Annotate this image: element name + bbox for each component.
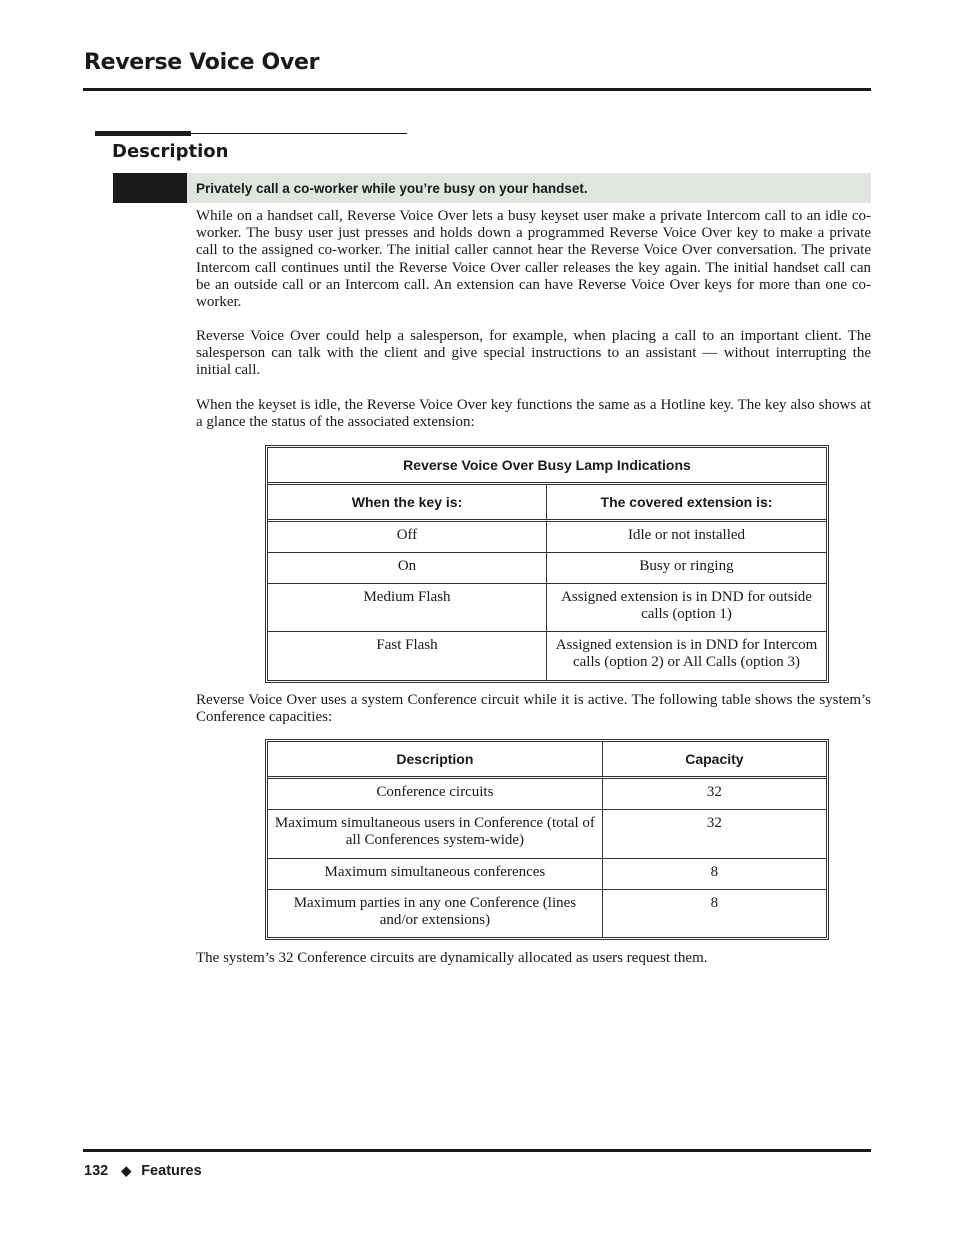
conference-capacity-table <box>265 739 829 940</box>
diamond-icon: ◆ <box>121 1163 132 1178</box>
paragraph-example: Reverse Voice Over could help a salesperson, for example, when placing a call to an important client. The salesperson can talk with the client and give special instructions to an assistant — without interrupting the initial call. <box>196 328 871 379</box>
table-title-row <box>268 448 826 485</box>
section-rule-thin <box>191 133 407 134</box>
cell-extension-status: Assigned extension is in DND for Intercom calls (option 2) or All Calls (option 3) <box>555 637 818 670</box>
cell-capacity: 32 <box>603 779 826 810</box>
section-heading: Description <box>112 141 229 162</box>
paragraph-allocation: The system’s 32 Conference circuits are dynamically allocated as users request them. <box>196 950 708 966</box>
table-row <box>268 810 826 859</box>
paragraph-intro: While on a handset call, Reverse Voice Over lets a busy keyset user make a private Intercom call to an idle co-worker. The busy user just presses and holds down a programmed Reverse Voice Over key to make a private call to the assigned co-worker. The initial caller cannot hear the Reverse Voice Over conversation. The private Intercom call continues until the Reverse Voice Over caller releases the key again. The initial handset call can be an outside call or an Intercom call. An extension can have Reverse Voice Over keys for more than one co-worker. <box>196 208 871 311</box>
table-header-row <box>268 485 826 522</box>
section-rule-thick <box>95 131 191 136</box>
cell-key-state: Medium Flash <box>268 584 547 632</box>
lamp-indications-table <box>265 445 829 683</box>
cell-extension-status: Idle or not installed <box>547 522 826 553</box>
cell-extension-status: Busy or ringing <box>547 553 826 584</box>
table-row <box>268 632 826 680</box>
page-number: 132 <box>84 1163 109 1179</box>
col-header-description: Description <box>268 742 603 779</box>
footer-section-label: Features <box>141 1163 202 1179</box>
col-header-key-state: When the key is: <box>268 485 547 522</box>
summary-bar <box>187 173 871 203</box>
cell-extension-status: Assigned extension is in DND for outside calls (option 1) <box>547 584 826 632</box>
cell-description: Maximum simultaneous conferences <box>268 859 603 890</box>
paragraph-conference: Reverse Voice Over uses a system Conference circuit while it is active. The following table shows the system’s Conference capacities: <box>196 692 871 726</box>
cell-description: Maximum parties in any one Conference (lines and/or extensions) <box>268 890 603 937</box>
page-footer <box>84 1163 202 1179</box>
paragraph-idle: When the keyset is idle, the Reverse Voice Over key functions the same as a Hotline key. The key also shows at a glance the status of the associated extension: <box>196 397 871 431</box>
col-header-extension-status: The covered extension is: <box>547 485 826 522</box>
table-header-row <box>268 742 826 779</box>
cell-description: Conference circuits <box>268 779 603 810</box>
col-header-capacity: Capacity <box>603 742 826 779</box>
lamp-table-title: Reverse Voice Over Busy Lamp Indications <box>268 448 826 485</box>
table-row <box>268 859 826 890</box>
cell-capacity: 8 <box>710 895 719 911</box>
summary-text: Privately call a co-worker while you’re busy on your handset. <box>196 180 588 196</box>
cell-capacity: 8 <box>603 859 826 890</box>
table-row <box>268 553 826 584</box>
cell-description: Maximum simultaneous users in Conference (total of all Conferences system-wide) <box>268 810 603 859</box>
title-rule <box>83 88 871 91</box>
summary-marker <box>113 173 187 203</box>
cell-key-state: On <box>268 553 547 584</box>
cell-capacity: 32 <box>603 810 826 859</box>
cell-key-state: Fast Flash <box>268 632 547 680</box>
page-title: Reverse Voice Over <box>84 50 320 75</box>
table-row <box>268 584 826 632</box>
table-row <box>268 779 826 810</box>
footer-rule <box>83 1149 871 1152</box>
table-row <box>268 890 826 937</box>
cell-key-state: Off <box>268 522 547 553</box>
table-row <box>268 522 826 553</box>
